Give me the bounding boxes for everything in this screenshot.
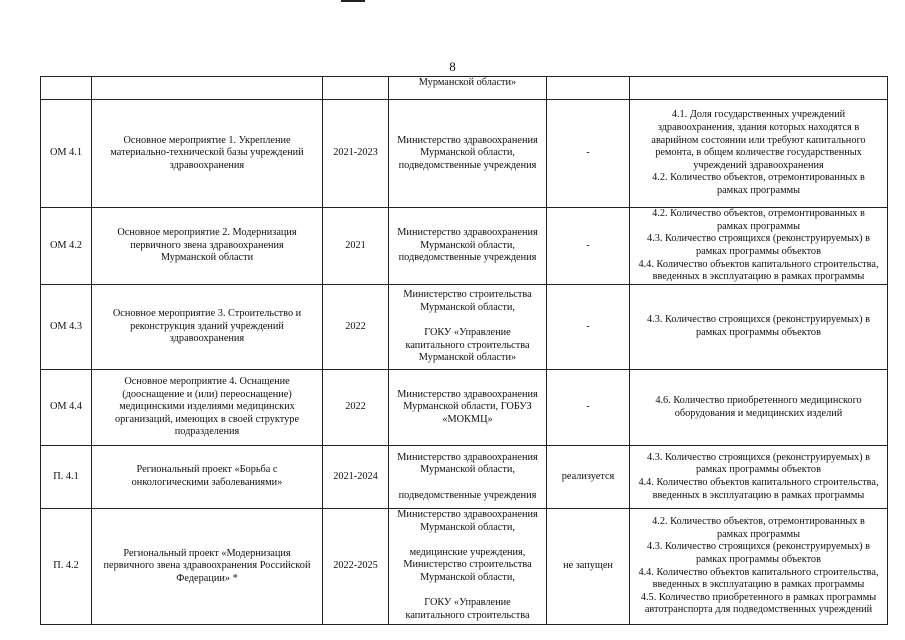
activity-name-line: организаций, имеющих в своей структуре (114, 413, 300, 425)
responsible-line: ГОКУ «Управление (424, 597, 511, 609)
activity-name-line: материально-технической базы учреждений (110, 147, 304, 159)
period-cell (323, 285, 389, 370)
indicator-line: введенных в эксплуатацию в рамках программы (652, 579, 865, 591)
responsible-cell (389, 208, 547, 285)
activity-name-line: Региональный проект «Борьба с (136, 464, 278, 476)
activity-code: ОМ 4.4 (49, 401, 83, 413)
period-cell (323, 77, 389, 100)
status-cell (547, 446, 630, 509)
responsible-line: Министерство здравоохранения (397, 509, 538, 520)
indicator-line: введенных в эксплуатацию в рамках программы (652, 271, 865, 283)
responsible-cell (389, 285, 547, 370)
indicator-line: 4.5. Количество приобретенного в рамках программы (640, 591, 877, 603)
indicator-line: рамках программы объектов (696, 553, 821, 565)
period-cell (323, 100, 389, 208)
line-gap (392, 477, 543, 490)
activity-name-line: Основное мероприятие 2. Модернизация (117, 227, 297, 239)
status-cell (547, 208, 630, 285)
code-cell (41, 285, 92, 370)
indicator-line: 4.4. Количество объектов капитального строительства, (638, 258, 879, 270)
period-cell (323, 509, 389, 625)
activity-period: 2022 (345, 320, 366, 332)
activity-name-line: первичного звена здравоохранения (130, 239, 284, 251)
responsible-line: «МОКМЦ» (442, 413, 493, 425)
indicator-line: рамках программы (716, 220, 801, 232)
top-dash-mark (341, 0, 365, 2)
activity-name-line: медицинскими изделиями медицинских (119, 401, 295, 413)
indicators-cell (630, 77, 888, 100)
activity-code: ОМ 4.3 (49, 320, 83, 332)
period-cell (323, 208, 389, 285)
status-text: - (586, 239, 590, 251)
responsible-line: Мурманской области, (420, 521, 515, 533)
period-cell (323, 446, 389, 509)
activity-period: 2022-2025 (333, 560, 378, 572)
responsible-cell (389, 77, 547, 100)
responsible-line: Министерство здравоохранения (397, 134, 538, 146)
responsible-line: Мурманской области» (418, 352, 517, 364)
status-text: - (586, 147, 590, 159)
line-gap (392, 314, 543, 327)
activity-name-line: первичного звена здравоохранения Российской (103, 560, 311, 572)
activity-code: П. 4.1 (53, 470, 79, 482)
status-cell (547, 100, 630, 208)
indicators-cell (630, 370, 888, 446)
code-cell (41, 370, 92, 446)
activity-code: ОМ 4.1 (49, 147, 83, 159)
activity-name-line: Региональный проект «Модернизация (123, 547, 291, 559)
indicator-line: ремонта, в общем количестве государственных (655, 147, 862, 159)
indicator-line: 4.6. Количество приобретенного медицинского (655, 394, 862, 406)
table-row (41, 100, 888, 208)
indicator-line: рамках программы объектов (696, 246, 821, 257)
status-text: - (586, 320, 590, 332)
indicators-cell (630, 208, 888, 285)
activity-name-line: Мурманской области (160, 252, 254, 264)
responsible-cell (389, 509, 547, 625)
responsible-line: подведомственные учреждения (398, 252, 537, 264)
activity-name-line: здравоохранения (169, 333, 245, 345)
indicators-cell (630, 446, 888, 509)
activity-name-line: реконструкция зданий учреждений (130, 320, 284, 332)
period-cell (323, 370, 389, 446)
activity-name-line: Основное мероприятие 1. Укрепление (123, 134, 291, 146)
indicator-line: учреждений здравоохранения (693, 159, 824, 171)
indicator-line: рамках программы (716, 184, 801, 196)
indicator-line: 4.3. Количество строящихся (реконструируемых) в (646, 233, 871, 245)
name-cell (92, 100, 323, 208)
indicator-line: введенных в эксплуатацию в рамках программы (652, 489, 865, 501)
indicator-line: рамках программы (716, 528, 801, 540)
activity-name-line: Основное мероприятие 4. Оснащение (124, 376, 290, 388)
indicator-line: 4.4. Количество объектов капитального строительства, (638, 566, 879, 578)
responsible-line: Министерство строительства (403, 559, 532, 571)
responsible-cell (389, 100, 547, 208)
status-cell (547, 285, 630, 370)
activity-name-line: подразделения (174, 426, 240, 438)
indicator-line: рамках программы объектов (696, 327, 821, 338)
responsible-line: Мурманской области, (420, 239, 515, 251)
responsible-line: подведомственные учреждения (398, 159, 537, 171)
responsible-line: Мурманской области, (420, 147, 515, 159)
activity-code: П. 4.2 (53, 560, 79, 572)
status-text: - (586, 401, 590, 413)
indicators-cell (630, 100, 888, 208)
activity-period: 2021-2023 (333, 147, 378, 159)
indicator-line: оборудования и медицинских изделий (674, 407, 843, 419)
code-cell (41, 77, 92, 100)
responsible-line: Мурманской области, (420, 464, 515, 476)
indicator-line: 4.2. Количество объектов, отремонтированных в (652, 172, 865, 184)
responsible-cell (389, 370, 547, 446)
indicator-line: автотранспорта для подведомственных учреждений (644, 604, 873, 616)
page-number: 8 (449, 59, 456, 74)
responsible-line: Министерство здравоохранения (397, 388, 538, 400)
indicator-line: рамках программы объектов (696, 464, 821, 476)
name-cell (92, 208, 323, 285)
responsible-line: Мурманской области, (420, 301, 515, 313)
responsible-line: Мурманской области, ГОБУЗ (403, 401, 532, 413)
activity-name-line: Федерации» * (176, 572, 238, 584)
code-cell (41, 446, 92, 509)
indicator-line: 4.4. Количество объектов капитального строительства, (638, 477, 879, 488)
status-text: реализуется (561, 470, 615, 482)
indicator-line: 4.3. Количество строящихся (реконструируемых) в (646, 314, 871, 326)
code-cell (41, 509, 92, 625)
activity-period: 2021 (345, 239, 366, 251)
name-cell (92, 285, 323, 370)
table-row (41, 285, 888, 370)
activity-code: ОМ 4.2 (49, 239, 83, 251)
responsible-line: капитального строительства (405, 339, 530, 351)
table-row (41, 208, 888, 285)
status-cell (547, 370, 630, 446)
indicators-cell (630, 285, 888, 370)
name-cell (92, 370, 323, 446)
indicator-line: 4.3. Количество строящихся (реконструируемых) в (646, 541, 871, 553)
status-text: не запущен (563, 560, 613, 572)
responsible-line: Мурманской области» (418, 77, 517, 88)
activity-name-line: (дооснащение и (или) переоснащение) (122, 388, 292, 400)
responsible-line: Министерство строительства (403, 289, 532, 301)
indicator-line: 4.3. Количество строящихся (реконструируемых) в (646, 451, 871, 463)
indicator-line: 4.2. Количество объектов, отремонтированных в (652, 516, 865, 528)
responsible-cell (389, 446, 547, 509)
indicator-line: 4.1. Доля государственных учреждений (671, 109, 846, 121)
responsible-line: ГОКУ «Управление (424, 327, 511, 338)
table-row (41, 370, 888, 446)
name-cell (92, 509, 323, 625)
activity-name-line: Основное мероприятие 3. Строительство и (112, 308, 302, 320)
activity-period: 2022 (345, 401, 366, 413)
name-cell (92, 446, 323, 509)
activity-name-line: онкологическими заболеваниями» (131, 477, 283, 488)
table-row (41, 446, 888, 509)
program-activities-table (40, 76, 888, 625)
responsible-line: медицинские учреждения, (409, 546, 526, 558)
name-cell (92, 77, 323, 100)
indicator-line: 4.2. Количество объектов, отремонтированных в (652, 208, 865, 220)
responsible-line: Министерство здравоохранения (397, 227, 538, 239)
indicator-line: аварийном состоянии или требуют капитального (651, 134, 866, 146)
status-cell (547, 509, 630, 625)
line-gap (392, 534, 543, 547)
activity-name-line: здравоохранения (169, 159, 245, 171)
responsible-line: подведомственные учреждения (398, 489, 537, 501)
continuation-row (41, 77, 888, 100)
responsible-line: Мурманской области, (420, 571, 515, 583)
code-cell (41, 100, 92, 208)
indicator-line: здравоохранения, здания которых находятся в (657, 122, 860, 134)
table-row (41, 509, 888, 625)
activity-period: 2021-2024 (333, 470, 378, 482)
code-cell (41, 208, 92, 285)
responsible-line: капитального строительства (405, 609, 530, 621)
indicators-cell (630, 509, 888, 625)
responsible-line: Министерство здравоохранения (397, 451, 538, 463)
line-gap (392, 585, 543, 598)
status-cell (547, 77, 630, 100)
